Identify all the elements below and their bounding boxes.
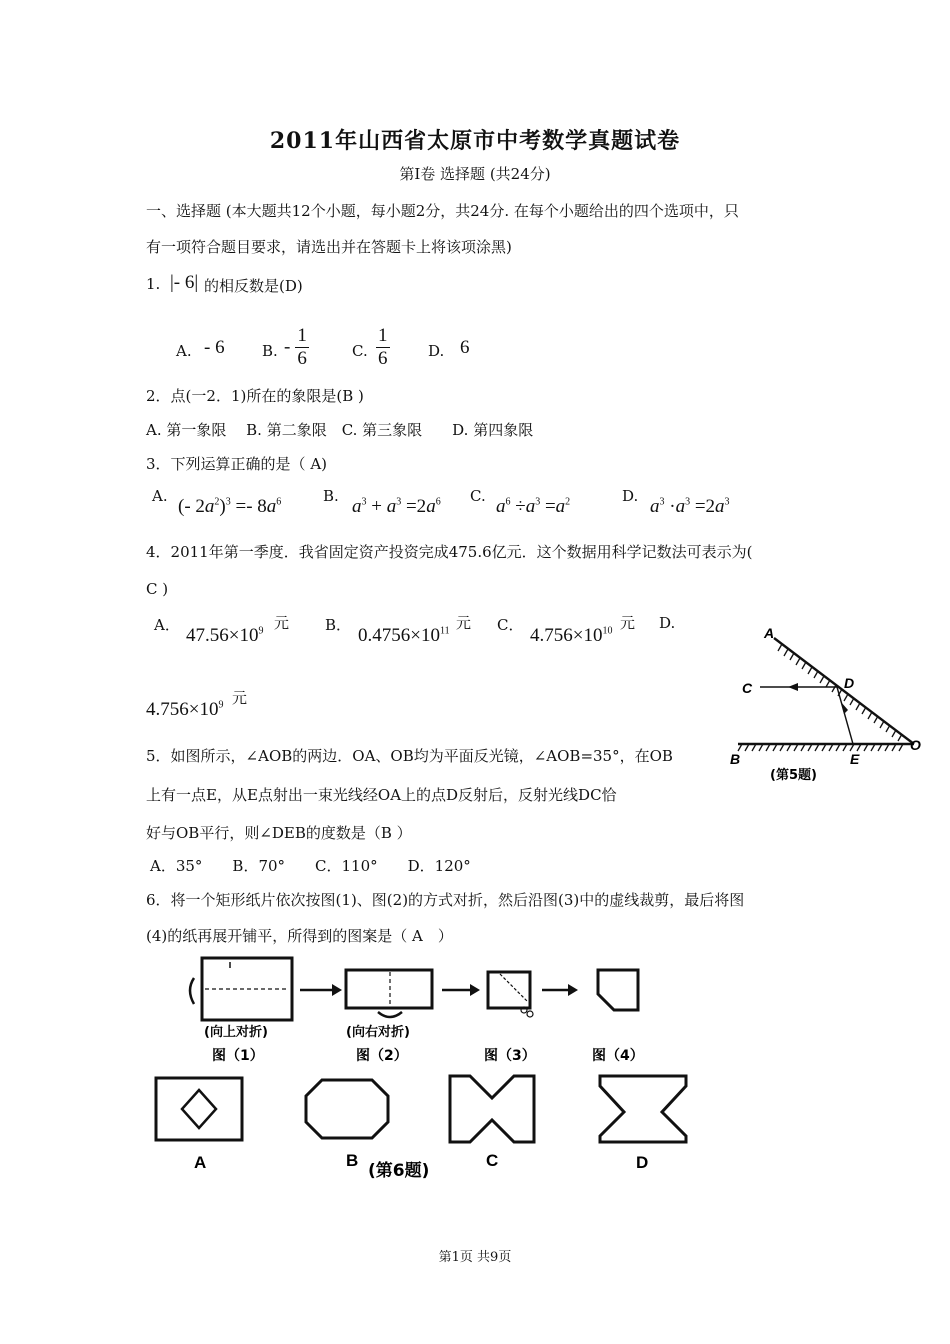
q6-option-b-label: B [346,1151,359,1170]
q4-a-mantissa: 47.56×10 [186,625,259,646]
q6-fig4-shape [598,970,638,1010]
q5-text-line3: 好与OB平行，则∠DEB的度数是（B ） [146,824,412,842]
q1-option-b-label: B. [262,342,278,360]
q4-d-mantissa: 4.756×10 [146,699,219,720]
q5-text-line1: 5．如图所示，∠AOB的两边．OA、OB均为平面反光镜，∠AOB=35°，在OB [146,747,673,765]
q1-expression: |- 6| [170,272,199,293]
q1-b-denominator: 6 [297,348,307,369]
q1-c-numerator: 1 [378,325,388,346]
q1-option-d-label: D. [428,342,445,360]
q4-option-b-label: B． [325,616,352,634]
q4-text-line2: C ) [146,580,169,598]
q4-option-c-unit: 元 [620,614,636,632]
q4-c-mantissa: 4.756×10 [530,625,603,646]
q5-mirror-oa [774,638,914,744]
q5-options: A．35° B．70° C．110° D．120° [150,857,471,875]
q6-option-d-label: D [636,1153,649,1172]
q5-mirror-oa-hatch [778,644,902,741]
q5-label-o: O [910,737,921,753]
page-subtitle: 第Ⅰ卷 选择题 (共24分) [399,165,551,183]
q1-option-c-label: C. [352,342,368,360]
q4-text-line1: 4．2011年第一季度．我省固定资产投资完成475.6亿元．这个数据用科学记数法可表示为( [146,543,753,561]
q5-label-b: B [730,751,741,767]
q1-option-b-fraction [295,325,309,370]
section-instructions-line1: 一、选择题 (本大题共12个小题，每小题2分，共24分. 在每个小题给出的四个选项中，只 [146,202,739,220]
q3-option-d-expr: $a^3 \cdot a^3 =2a^3$ [650,496,730,517]
q6-arrow-3-head [568,984,578,996]
q6-caption-fig2: 图（2） [356,1048,408,1064]
q1-b-numerator: 1 [297,325,307,346]
q6-option-a-rect [156,1078,242,1140]
q3-option-c-expr: $a^6 \div a^3 =a^2$ [496,496,571,517]
q4-option-c-label: C． [497,616,524,634]
q6-option-d-shape [600,1076,686,1142]
section-instructions-line2: 有一项符合题目要求，请选出并在答题卡上将该项涂黑) [146,238,512,256]
q5-label-e: E [850,751,860,767]
q1-option-d-value: 6 [460,337,470,358]
q5-label-c: C [742,680,753,696]
q6-text-line1: 6．将一个矩形纸片依次按图(1)、图(2)的方式对折，然后沿图(3)中的虚线裁剪，最后将图 [146,891,745,909]
q6-option-a-diamond [182,1090,216,1128]
q3-option-b-label: B. [323,487,339,505]
q5-caption: (第5题) [770,768,817,783]
q6-arrow-1-head [332,984,342,996]
q6-caption-fig3: 图（3） [484,1048,536,1064]
q5-label-a: A [764,625,775,641]
q3-option-a-expr: (- $2a^2)^3 =- 8a^6$ [178,496,282,517]
q4-option-d-unit: 元 [232,689,248,707]
q6-fig3-cut-line [500,974,528,1002]
q4-b-exponent: 11 [439,625,450,637]
q1-text: 的相反数是(D) [204,277,303,295]
q1-option-a-label: A. [176,342,192,360]
q4-c-exponent: 10 [602,625,613,637]
q3-option-b-expr: $a^3 + a^3 =2a^6$ [352,496,441,517]
q6-option-c-shape [450,1076,534,1142]
q6-option-a-label: A [194,1153,207,1172]
q4-d-exponent: 9 [218,699,224,711]
q5-figure [722,622,932,792]
q4-option-a-label: A． [154,616,180,634]
q6-arrow-2-head [470,984,480,996]
q5-ray-dc-arrow [788,683,798,691]
q3-option-a-label: A. [152,487,168,505]
q2-options: A. 第一象限 B. 第二象限 C. 第三象限 D. 第四象限 [146,421,534,439]
q6-option-c-label: C [486,1151,499,1170]
q3-text: 3．下列运算正确的是（ A) [146,455,327,473]
page-title: 2011年山西省太原市中考数学真题试卷 [269,128,681,154]
q6-text-line2: (4)的纸再展开铺平，所得到的图案是（ A ） [146,927,453,945]
q4-option-b-value [358,625,450,647]
q6-caption-fig1: 图（1） [212,1048,264,1064]
q4-option-d-value [146,699,223,721]
q6-figure [150,950,710,1190]
q4-option-a-unit: 元 [274,614,290,632]
q4-b-mantissa: 0.4756×10 [358,625,440,646]
q6-fold1-label: (向上对折) [204,1025,268,1040]
q4-option-c-value [530,625,612,647]
q6-caption: (第6题) [368,1161,430,1181]
q6-fig2-fold-arrow [378,1012,402,1017]
q6-fig3-rect [488,972,530,1008]
q2-text: 2．点(一2．1)所在的象限是(B ) [146,387,364,405]
q4-option-a-value [186,625,263,647]
q6-fig2-rect [346,970,432,1008]
q6-caption-fig4: 图（4） [592,1048,644,1064]
q1-option-c-value [376,325,390,370]
q6-option-b-octagon [306,1080,388,1138]
q5-ray-ed-arrow [841,702,848,714]
q4-option-d-label: D. [659,614,676,632]
q1-option-b-value [284,325,309,370]
q5-label-d: D [844,675,855,691]
q1-option-b-sign: - [284,336,291,358]
q1-c-denominator: 6 [378,348,388,369]
q4-a-exponent: 9 [258,625,264,637]
q1-option-c-fraction [376,325,390,370]
q3-option-d-label: D. [622,487,639,505]
q4-option-b-unit: 元 [456,614,472,632]
q1-number: 1. [146,275,161,293]
q6-fold2-label: (向右对折) [346,1025,410,1040]
q1-option-a-value: - 6 [204,337,225,358]
q6-fig1-fold-arrow [190,978,194,1004]
q5-text-line2: 上有一点E，从E点射出一束光线经OA上的点D反射后，反射光线DC恰 [146,786,617,804]
page-footer: 第1页 共9页 [438,1250,512,1265]
q3-option-c-label: C. [470,487,486,505]
